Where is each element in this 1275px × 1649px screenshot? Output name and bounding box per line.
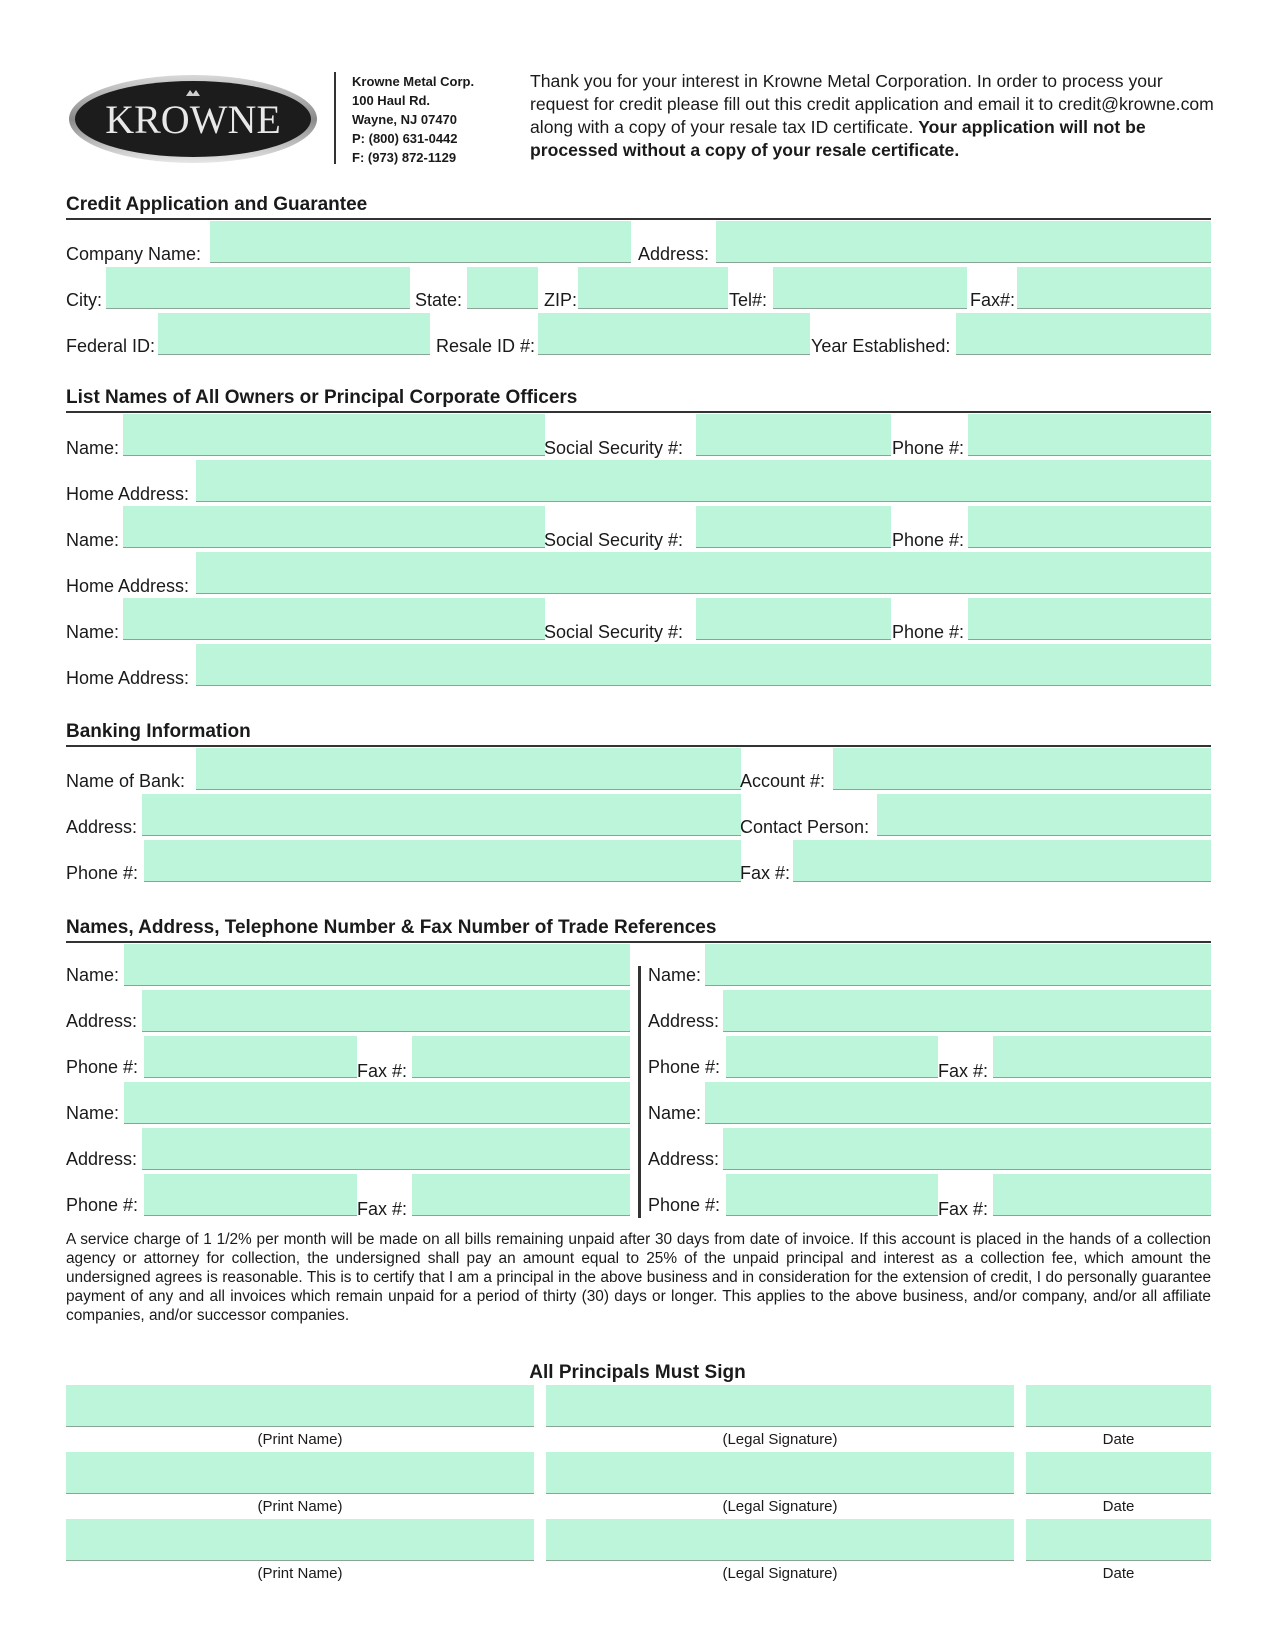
- year-established-label: Year Established:: [811, 336, 951, 356]
- bank-fax-label: Fax #:: [740, 863, 791, 883]
- ref-phone-label: Phone #:: [66, 1057, 139, 1077]
- account-label: Account #:: [740, 771, 826, 791]
- section-rule: [66, 745, 1211, 747]
- legal-signature-caption: (Legal Signature): [722, 1498, 838, 1515]
- company-name-field[interactable]: [210, 221, 631, 263]
- bank-fax-field[interactable]: [793, 840, 1211, 882]
- ref-fax-label: Fax #:: [938, 1199, 989, 1219]
- ssn-label: Social Security #:: [544, 530, 684, 550]
- bank-address-label: Address:: [66, 817, 138, 837]
- section-title-owners: List Names of All Owners or Principal Corporate Officers: [66, 387, 578, 408]
- ref-address-label: Address:: [66, 1149, 138, 1169]
- ref-phone-label: Phone #:: [648, 1057, 721, 1077]
- principal-2-print-name-field[interactable]: [66, 1452, 534, 1494]
- ref-2-fax-field[interactable]: [412, 1174, 630, 1216]
- ref-3-phone-field[interactable]: [726, 1036, 938, 1078]
- owner-1-phone-field[interactable]: [968, 414, 1211, 456]
- principal-1-date-field[interactable]: [1026, 1385, 1211, 1427]
- principal-3-date-field[interactable]: [1026, 1519, 1211, 1561]
- city-field[interactable]: [106, 267, 410, 309]
- section-rule: [66, 941, 1211, 943]
- ref-phone-label: Phone #:: [66, 1195, 139, 1215]
- phone-label: Phone #:: [892, 438, 965, 458]
- owner-3-name-field[interactable]: [123, 598, 545, 640]
- home-address-label: Home Address:: [66, 668, 190, 688]
- owner-1-ssn-field[interactable]: [696, 414, 891, 456]
- bank-name-field[interactable]: [196, 748, 741, 790]
- print-name-caption: (Print Name): [257, 1565, 343, 1582]
- home-address-label: Home Address:: [66, 576, 190, 596]
- tel-label: Tel#:: [729, 290, 768, 310]
- owner-1-home-address-field[interactable]: [196, 460, 1211, 502]
- bank-address-field[interactable]: [142, 794, 741, 836]
- legal-signature-caption: (Legal Signature): [722, 1565, 838, 1582]
- owner-2-home-address-field[interactable]: [196, 552, 1211, 594]
- ref-3-name-field[interactable]: [705, 944, 1211, 986]
- ref-name-label: Name:: [648, 1103, 702, 1123]
- section-rule: [66, 411, 1211, 413]
- ref-4-address-field[interactable]: [723, 1128, 1211, 1170]
- section-title-credit-application: Credit Application and Guarantee: [66, 194, 368, 215]
- ref-name-label: Name:: [66, 965, 120, 985]
- address-field[interactable]: [716, 221, 1211, 263]
- tel-field[interactable]: [773, 267, 967, 309]
- date-caption: Date: [1102, 1565, 1135, 1582]
- contact-person-field[interactable]: [877, 794, 1211, 836]
- owner-1-name-field[interactable]: [123, 414, 545, 456]
- city-label: City:: [66, 290, 102, 310]
- ref-3-fax-field[interactable]: [993, 1036, 1211, 1078]
- legal-signature-caption: (Legal Signature): [722, 1431, 838, 1448]
- section-title-trade-references: Names, Address, Telephone Number & Fax Number of Trade References: [66, 917, 717, 938]
- ref-4-name-field[interactable]: [705, 1082, 1211, 1124]
- principal-3-print-name-field[interactable]: [66, 1519, 534, 1561]
- address-label: Address:: [638, 244, 710, 264]
- company-fax: F: (973) 872-1129: [352, 150, 457, 165]
- company-address-block: [352, 72, 474, 167]
- owner-name-label: Name:: [66, 530, 120, 550]
- signatures-title: All Principals Must Sign: [529, 1362, 746, 1383]
- ref-1-name-field[interactable]: [124, 944, 630, 986]
- account-field[interactable]: [833, 748, 1211, 790]
- intro-body: Thank you for your interest in Krowne Metal Corporation. In order to process your request for credit please fill out this credit application and email it to credit@krowne.com along with a copy of your resale tax ID certificate.: [530, 71, 1214, 137]
- principal-2-date-field[interactable]: [1026, 1452, 1211, 1494]
- intro-warning: Your application will not be processed without a copy of your resale certificate.: [530, 117, 1146, 160]
- zip-field[interactable]: [578, 267, 728, 309]
- principal-3-signature-field[interactable]: [546, 1519, 1014, 1561]
- bank-phone-field[interactable]: [144, 840, 741, 882]
- phone-label: Phone #:: [892, 622, 965, 642]
- company-name: Krowne Metal Corp.: [352, 74, 475, 89]
- owner-2-phone-field[interactable]: [968, 506, 1211, 548]
- principal-1-print-name-field[interactable]: [66, 1385, 534, 1427]
- state-field[interactable]: [467, 267, 538, 309]
- owner-2-ssn-field[interactable]: [696, 506, 891, 548]
- section-rule: [66, 218, 1211, 220]
- print-name-caption: (Print Name): [257, 1498, 343, 1515]
- owner-3-phone-field[interactable]: [968, 598, 1211, 640]
- ref-4-fax-field[interactable]: [993, 1174, 1211, 1216]
- logo-wordmark: KROWNE: [105, 97, 281, 142]
- intro-text: [530, 70, 1220, 162]
- ref-address-label: Address:: [66, 1011, 138, 1031]
- ref-1-address-field[interactable]: [142, 990, 630, 1032]
- ref-3-address-field[interactable]: [723, 990, 1211, 1032]
- references-divider: [638, 966, 641, 1218]
- contact-person-label: Contact Person:: [740, 817, 870, 837]
- fax-label: Fax#:: [970, 290, 1016, 310]
- ref-2-phone-field[interactable]: [144, 1174, 357, 1216]
- ssn-label: Social Security #:: [544, 622, 684, 642]
- company-phone: P: (800) 631-0442: [352, 131, 458, 146]
- ref-1-fax-field[interactable]: [412, 1036, 630, 1078]
- ref-2-name-field[interactable]: [124, 1082, 630, 1124]
- ref-address-label: Address:: [648, 1149, 720, 1169]
- bank-phone-label: Phone #:: [66, 863, 139, 883]
- home-address-label: Home Address:: [66, 484, 190, 504]
- state-label: State:: [415, 290, 463, 310]
- ref-2-address-field[interactable]: [142, 1128, 630, 1170]
- resale-id-label: Resale ID #:: [436, 336, 536, 356]
- ref-name-label: Name:: [648, 965, 702, 985]
- company-name-label: Company Name:: [66, 244, 202, 264]
- ref-4-phone-field[interactable]: [726, 1174, 938, 1216]
- zip-label: ZIP:: [544, 290, 578, 310]
- ref-fax-label: Fax #:: [357, 1061, 408, 1081]
- owner-2-name-field[interactable]: [123, 506, 545, 548]
- owner-name-label: Name:: [66, 622, 120, 642]
- phone-label: Phone #:: [892, 530, 965, 550]
- ref-name-label: Name:: [66, 1103, 120, 1123]
- owner-3-ssn-field[interactable]: [696, 598, 891, 640]
- ref-address-label: Address:: [648, 1011, 720, 1031]
- federal-id-field[interactable]: [158, 313, 430, 355]
- year-established-field[interactable]: [956, 313, 1211, 355]
- ref-fax-label: Fax #:: [938, 1061, 989, 1081]
- fax-field[interactable]: [1017, 267, 1211, 309]
- company-city: Wayne, NJ 07470: [352, 112, 458, 127]
- resale-id-field[interactable]: [538, 313, 810, 355]
- ref-phone-label: Phone #:: [648, 1195, 721, 1215]
- date-caption: Date: [1102, 1498, 1135, 1515]
- ref-fax-label: Fax #:: [357, 1199, 408, 1219]
- company-street: 100 Haul Rd.: [352, 93, 431, 108]
- section-title-banking: Banking Information: [66, 721, 251, 742]
- bank-name-label: Name of Bank:: [66, 771, 186, 791]
- date-caption: Date: [1102, 1431, 1135, 1448]
- owner-3-home-address-field[interactable]: [196, 644, 1211, 686]
- terms-text: A service charge of 1 1/2% per month will be made on all bills remaining unpaid after 30 days from date of invoice. If this account is placed in the hands of a collection agency or attorney for collection, the undersigned shall pay an amount equal to 25% of the unpaid principal and interest as a collection fee, which amount the undersigned agrees is reasonable. This is to certify that I am a principal in the above business and in consideration for the extension of credit, I do personally guarantee payment of any and all invoices which remain unpaid for a period of thirty (30) days or longer. This applies to the above business, and/or company, and/or all affiliate companies, and/or successor companies.: [66, 1231, 1211, 1324]
- principal-1-signature-field[interactable]: [546, 1385, 1014, 1427]
- header-divider: [334, 72, 336, 164]
- ssn-label: Social Security #:: [544, 438, 684, 458]
- owner-name-label: Name:: [66, 438, 120, 458]
- federal-id-label: Federal ID:: [66, 336, 156, 356]
- ref-1-phone-field[interactable]: [144, 1036, 357, 1078]
- krowne-logo: [68, 74, 318, 164]
- principal-2-signature-field[interactable]: [546, 1452, 1014, 1494]
- print-name-caption: (Print Name): [257, 1431, 343, 1448]
